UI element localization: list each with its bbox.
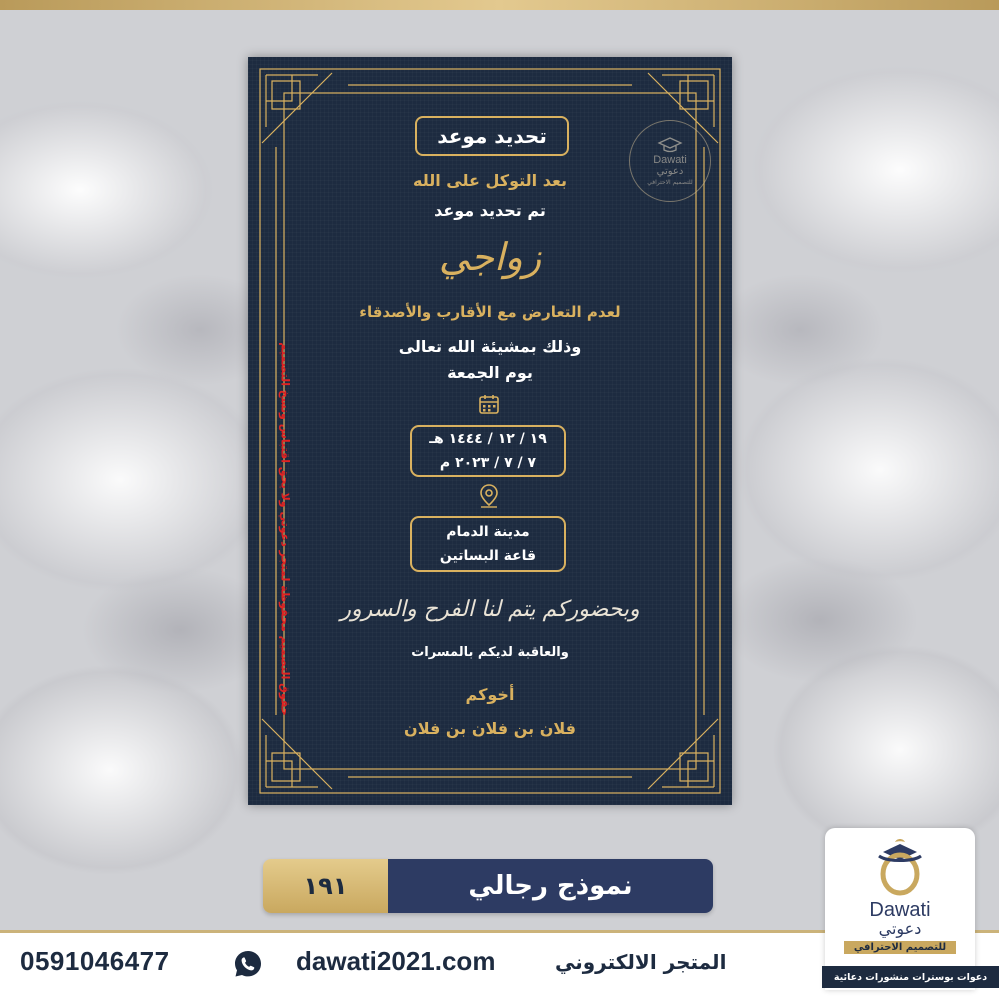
calligraphy-main: زواجي bbox=[438, 235, 542, 279]
top-gold-strip bbox=[0, 0, 999, 10]
rights-notice: حقوق التصميم محفوظة لمتجر دعوتي ولا يحق اقتباس ونسخ التصميم bbox=[278, 342, 292, 716]
model-number: ١٩١ bbox=[263, 859, 388, 913]
logo-ar: دعوتي bbox=[878, 919, 922, 938]
invitation-card bbox=[248, 57, 732, 805]
date-box bbox=[410, 425, 566, 477]
stamp-ar: دعوتي bbox=[656, 166, 684, 177]
location-pin-icon bbox=[476, 483, 502, 509]
intro-line-2: تم تحديد موعد bbox=[434, 201, 546, 220]
sender-name: فلان بن فلان بن فلان bbox=[404, 719, 576, 738]
rights-notice-wrap bbox=[278, 342, 292, 716]
model-name: نموذج رجالي bbox=[388, 859, 713, 913]
intro-line-1: بعد التوكل على الله bbox=[412, 171, 567, 190]
sender-label: أخوكم bbox=[465, 685, 515, 704]
closing-line: والعاقبة لديكم بالمسرات bbox=[411, 645, 569, 660]
day-line: يوم الجمعة bbox=[447, 363, 533, 382]
graduation-cap-icon bbox=[657, 136, 683, 154]
will-line: وذلك بمشيئة الله تعالى bbox=[398, 337, 582, 356]
logo-en: Dawati bbox=[869, 899, 931, 921]
stamp-sub: للتصميم الاحترافي bbox=[647, 179, 693, 186]
model-bar bbox=[263, 859, 713, 913]
store-label: المتجر الالكتروني bbox=[555, 950, 727, 974]
whatsapp-icon[interactable] bbox=[232, 948, 264, 980]
card-title: تحديد موعد bbox=[415, 116, 569, 156]
calligraphy-closing: وبحضوركم يتم لنا الفرح والسرور bbox=[340, 597, 640, 622]
logo-tagline: للتصميم الاحترافي bbox=[844, 941, 956, 954]
city: مدينة الدمام bbox=[446, 524, 530, 540]
logo-emblem-icon bbox=[865, 836, 935, 898]
date-gregorian: ٧ / ٧ / ٢٠٢٣ م bbox=[439, 455, 537, 471]
date-hijri: ١٩ / ١٢ / ١٤٤٤ هـ bbox=[429, 431, 547, 447]
reason-line: لعدم التعارض مع الأقارب والأصدقاء bbox=[359, 303, 621, 321]
location-box bbox=[410, 516, 566, 572]
phone-number[interactable]: 0591046477 bbox=[20, 946, 170, 976]
stamp-en: Dawati bbox=[653, 154, 687, 166]
calendar-icon bbox=[476, 391, 502, 417]
website-link[interactable]: dawati2021.com bbox=[296, 946, 496, 976]
logo-subline: دعوات بوسترات منشورات دعائية bbox=[822, 966, 999, 988]
venue: قاعة البساتين bbox=[439, 548, 537, 564]
